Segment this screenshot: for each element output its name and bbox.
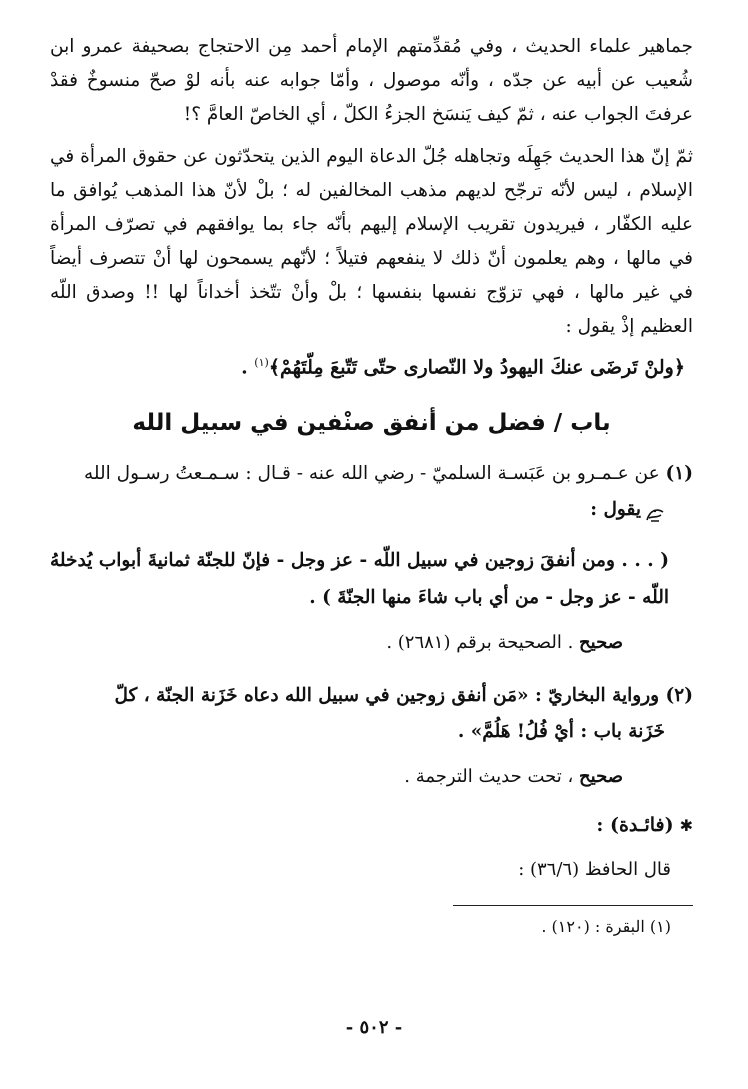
- asterisk-icon: ✱: [679, 816, 693, 836]
- hadith-2-continuation: خَزَنة باب : أيْ فُلُ! هَلُمَّ» .: [457, 721, 665, 743]
- hadith-1-grade-source: . الصحيحة برقم (٢٦٨١) .: [386, 632, 580, 654]
- hadith-2-grade-source: ، تحت حديث الترجمة .: [404, 766, 580, 788]
- verse-footnote-ref: (١): [254, 356, 269, 369]
- hadith-1-grade: [50, 626, 693, 660]
- fawaid-heading: [50, 808, 693, 843]
- verse-text: ﴿ولنْ تَرضَى عنكَ اليهودُ ولا النّصارى حتّى تَتّبعَ مِلّتَهُمْ﴾: [268, 356, 685, 379]
- hadith-2-text: [50, 678, 693, 714]
- hadith-2-grade-label: صحيح: [579, 766, 623, 788]
- hadith-1-number: (١): [665, 463, 693, 485]
- hadith-1-text: ( . . . ومن أنفقَ زوجين في سبيل اللّه - عز وجل - فإنّ للجنّة ثمانيةَ أبواب يُدخلهُ اللّه - عز وجل - من أي باب شاءَ منها الجنّةَ ) .: [50, 550, 669, 609]
- page-body: [50, 30, 693, 1089]
- hadith-1-says: [50, 492, 693, 528]
- intro-paragraph-1: جماهير علماء الحديث ، وفي مُقدِّمتهم الإمام أحمد مِن الاحتجاج بصحيفة عمرو ابن شُعيب عن أبيه عن جدّه ، وأنّه موصول ، وأمّا جوابه عنه بأنه لوْ صحّ منسوخٌ فقدْ عرفتَ الجواب عنه ، ثمّ كيف يَنسَخ الجزءُ الكلّ ، أي الخاصّ العامَّ ؟!: [50, 36, 693, 125]
- hafiz-quote-intro: قال الحافظ (٣٦/٦) :: [518, 859, 671, 881]
- hadith-1-grade-label: صحيح: [579, 632, 623, 654]
- fawaid-label: (فائـدة) :: [596, 814, 674, 837]
- hadith-1-isnad: [50, 456, 693, 492]
- page-number: - ٥٠٢ -: [345, 1017, 403, 1038]
- footnote-divider: [453, 905, 693, 906]
- hadith-1-says-text: يقول :: [590, 499, 641, 521]
- hadith-2-number: (٢): [665, 685, 693, 707]
- chapter-heading: باب / فضل من أنفق صنْفين في سبيل الله: [132, 410, 611, 437]
- footnote-1: (١) البقرة : (١٢٠) .: [541, 917, 671, 937]
- quran-verse: [50, 346, 693, 384]
- hadith-1-lead: عن عـمـرو بن عَبَسـة السلميّ - رضي الله عنه - قـال : سـمـعتُ رسـول الله: [83, 463, 666, 485]
- salla-allahu-alayhi-wa-sallam-icon: [645, 501, 665, 519]
- verse-end: .: [241, 356, 255, 379]
- hadith-2-grade: [50, 760, 693, 794]
- intro-paragraph-2: ثمّ إنّ هذا الحديث جَهِلَه وتجاهله جُلّ الدعاة اليوم الذين يتحدّثون عن حقوق المرأة في الإسلام ، ليس لأنّه ترجّح لديهم مذهب المخالفين له ؛ بلْ لأنّ هذا المذهب يُوافق ما عليه الكفّار ، فيريدون تقريب الإسلام إليهم بأنّه جاء بما يوافقهم في تصرّف المرأة في مالها ، وهم يعلمون أنّ ذلك لا ينفعهم فتيلاً ؛ لأنّهم يسمحون لها أنْ تتصرف أيضاً في غير مالها ، فهي تزوّج نفسها بنفسها ؛ بلْ وأنْ تتّخذ أخداناً لها !! وصدق اللّه العظيم إذْ يقول :: [49, 146, 693, 337]
- hadith-2-lead: ورواية البخاريّ : «مَن أنفق زوجين في سبيل الله دعاه خَزَنة الجنّة ، كلّ: [114, 685, 666, 707]
